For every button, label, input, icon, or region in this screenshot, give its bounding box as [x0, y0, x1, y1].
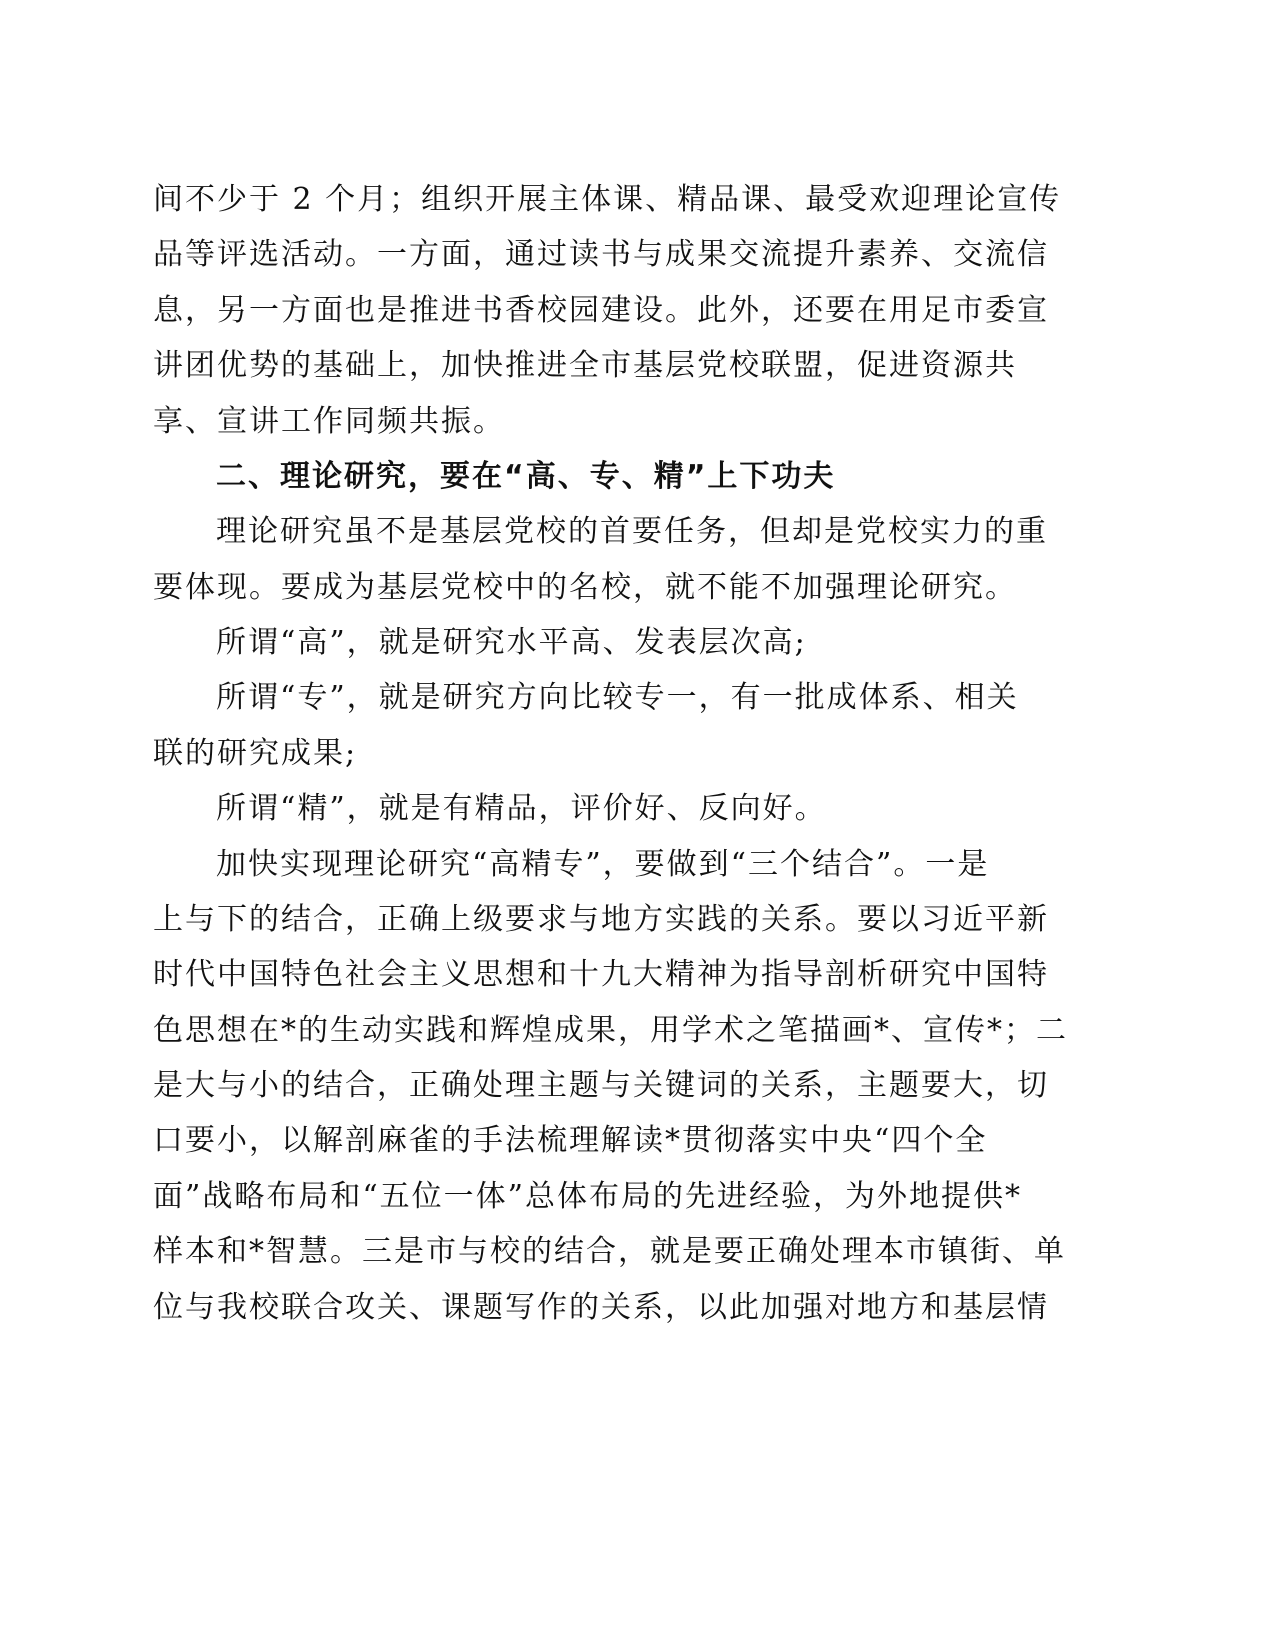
- text-line: 息，另一方面也是推进书香校园建设。此外，还要在用足市委宣: [153, 293, 1049, 328]
- text-line: 讲团优势的基础上，加快推进全市基层党校联盟，促进资源共: [153, 348, 1017, 383]
- text-line: 时代中国特色社会主义思想和十九大精神为指导剖析研究中国特: [153, 957, 1049, 992]
- text-line: 要体现。要成为基层党校中的名校，就不能不加强理论研究。: [153, 570, 1017, 605]
- text-line: 理论研究虽不是基层党校的首要任务，但却是党校实力的重: [216, 514, 1048, 549]
- text-line: 加快实现理论研究“高精专”，要做到“三个结合”。一是: [216, 847, 990, 882]
- text-line: 样本和*智慧。三是市与校的结合，就是要正确处理本市镇街、单: [153, 1234, 1066, 1269]
- text-line: 口要小，以解剖麻雀的手法梳理解读*贯彻落实中央“四个全: [153, 1123, 988, 1158]
- text-line: 是大与小的结合，正确处理主题与关键词的关系，主题要大，切: [153, 1068, 1049, 1103]
- text-line: 上与下的结合，正确上级要求与地方实践的关系。要以习近平新: [153, 902, 1049, 937]
- text-line: 所谓“精”，就是有精品，评价好、反向好。: [216, 791, 827, 826]
- text-line: 间不少于 2 个月；组织开展主体课、精品课、最受欢迎理论宣传: [153, 182, 1062, 217]
- text-line: 面”战略布局和“五位一体”总体布局的先进经验，为外地提供*: [153, 1179, 1023, 1214]
- text-line: 位与我校联合攻关、课题写作的关系，以此加强对地方和基层情: [153, 1290, 1049, 1325]
- text-line: 联的研究成果;: [153, 736, 358, 771]
- text-line: 品等评选活动。一方面，通过读书与成果交流提升素养、交流信: [153, 237, 1049, 272]
- text-line: 享、宣讲工作同频共振。: [153, 404, 505, 439]
- text-line: 所谓“高”，就是研究水平高、发表层次高;: [216, 625, 807, 660]
- text-line: 所谓“专”，就是研究方向比较专一，有一批成体系、相关: [216, 680, 1019, 715]
- section-heading: 二、理论研究，要在“高、专、精”上下功夫: [216, 459, 836, 494]
- text-line: 色思想在*的生动实践和辉煌成果，用学术之笔描画*、宣传*；二: [153, 1013, 1068, 1048]
